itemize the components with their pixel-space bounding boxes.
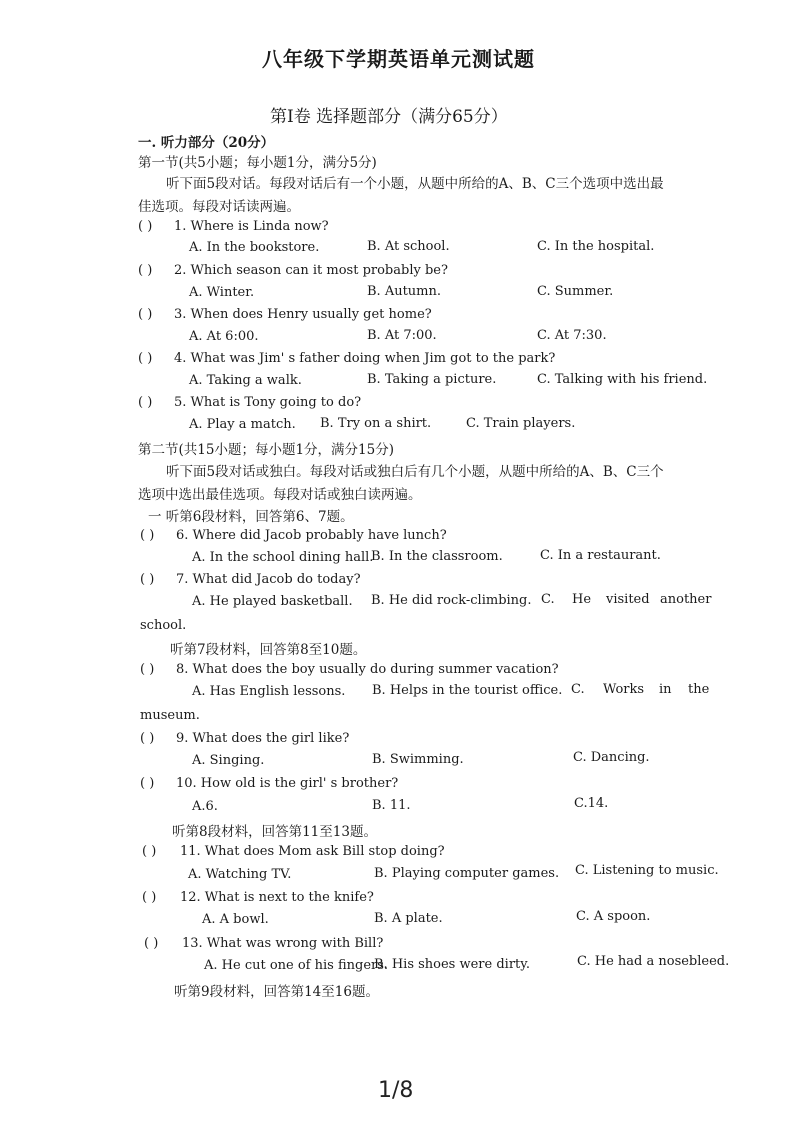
option-a: A. In the school dining hall. xyxy=(192,550,374,565)
question-text: 4. What was Jim' s father doing when Jim got to the park? xyxy=(174,351,556,366)
option-a: A.6. xyxy=(192,799,218,814)
option-b: B. A plate. xyxy=(374,911,443,926)
material-6-note xyxy=(148,505,354,525)
option-a: A. Has English lessons. xyxy=(192,684,346,699)
question-text: 5. What is Tony going to do? xyxy=(174,395,362,410)
section-subtitle: 第Ⅰ卷 选择题部分（满分65分） xyxy=(270,107,508,127)
option-b: B. Autumn. xyxy=(367,284,442,299)
option-b: B. At 7:00. xyxy=(367,328,437,343)
option-b: B. Swimming. xyxy=(372,752,464,767)
question-text: 7. What did Jacob do today? xyxy=(176,572,361,587)
option-c: C. Dancing. xyxy=(573,750,650,765)
option-b: B. Try on a shirt. xyxy=(320,416,432,431)
option-b: B. His shoes were dirty. xyxy=(374,957,531,972)
material-8-note: 听第8段材料，回答第11至13题。 xyxy=(172,824,377,840)
option-c: C. Train players. xyxy=(466,416,576,431)
option-c: C. Listening to music. xyxy=(575,863,719,878)
option-c-word: the xyxy=(688,682,710,697)
bullet-dash: 一 xyxy=(148,509,166,525)
sec2-instruction-line2: 选项中选出最佳选项。每段对话或独白读两遍。 xyxy=(138,487,422,503)
option-c-label: C. xyxy=(541,592,555,607)
question-text: 10. How old is the girl' s brother? xyxy=(176,776,399,791)
answer-blank: ( ) xyxy=(138,395,153,410)
question-text: 2. Which season can it most probably be? xyxy=(174,263,448,278)
page-number: 1/8 xyxy=(378,1078,414,1103)
option-b: B. In the classroom. xyxy=(371,549,503,564)
option-c: C. Summer. xyxy=(537,284,614,299)
option-b: B. Helps in the tourist office. xyxy=(372,683,563,698)
answer-blank: ( ) xyxy=(140,572,155,587)
question-text: 8. What does the boy usually do during summer vacation? xyxy=(176,662,559,677)
exam-title: 八年级下学期英语单元测试题 xyxy=(262,47,535,71)
option-c-continuation: museum. xyxy=(140,708,200,723)
material-7-note: 听第7段材料，回答第8至10题。 xyxy=(170,642,367,658)
option-a: A. At 6:00. xyxy=(189,329,259,344)
sec2-heading: 第二节(共15小题；每小题1分，满分15分) xyxy=(138,442,394,458)
answer-blank: ( ) xyxy=(138,219,153,234)
option-c-word: Works xyxy=(603,682,645,697)
question-text: 12. What is next to the knife? xyxy=(180,890,374,905)
material-9-note: 听第9段材料，回答第14至16题。 xyxy=(174,984,379,1000)
question-text: 13. What was wrong with Bill? xyxy=(182,936,384,951)
option-a: A. Watching TV. xyxy=(188,867,292,882)
option-a: A. Singing. xyxy=(192,753,265,768)
option-b: B. 11. xyxy=(372,798,411,813)
answer-blank: ( ) xyxy=(140,662,155,677)
answer-blank: ( ) xyxy=(138,263,153,278)
answer-blank: ( ) xyxy=(142,844,157,859)
option-c-word: visited xyxy=(606,592,650,607)
sec1-instruction-line1: 听下面5段对话。每段对话后有一个小题，从题中所给的A、B、C三个选项中选出最 xyxy=(166,176,664,192)
answer-blank: ( ) xyxy=(140,731,155,746)
option-c-word: another xyxy=(660,592,712,607)
option-c: C. In a restaurant. xyxy=(540,548,661,563)
material-6-text: 听第6段材料，回答第6、7题。 xyxy=(165,509,354,525)
option-a: A. He played basketball. xyxy=(192,594,353,609)
question-text: 1. Where is Linda now? xyxy=(174,219,329,234)
answer-blank: ( ) xyxy=(144,936,159,951)
sec2-instruction-line1: 听下面5段对话或独白。每段对话或独白后有几个小题，从题中所给的A、B、C三个 xyxy=(166,464,664,480)
option-c: C. In the hospital. xyxy=(537,239,655,254)
question-text: 9. What does the girl like? xyxy=(176,731,350,746)
option-c: C. A spoon. xyxy=(576,909,651,924)
question-text: 6. Where did Jacob probably have lunch? xyxy=(176,528,447,543)
option-c: C. He had a nosebleed. xyxy=(577,954,730,969)
sec1-heading: 第一节(共5小题；每小题1分，满分5分) xyxy=(138,155,377,171)
option-b: B. Playing computer games. xyxy=(374,866,560,881)
option-c: C. At 7:30. xyxy=(537,328,607,343)
option-a: A. Play a match. xyxy=(189,417,296,432)
question-text: 11. What does Mom ask Bill stop doing? xyxy=(180,844,445,859)
question-text: 3. When does Henry usually get home? xyxy=(174,307,432,322)
option-a: A. Taking a walk. xyxy=(189,373,302,388)
option-c: C.14. xyxy=(574,796,609,811)
answer-blank: ( ) xyxy=(140,776,155,791)
option-a: A. Winter. xyxy=(189,285,255,300)
option-b: B. At school. xyxy=(367,239,450,254)
answer-blank: ( ) xyxy=(140,528,155,543)
answer-blank: ( ) xyxy=(138,307,153,322)
sec1-instruction-line2: 佳选项。每段对话读两遍。 xyxy=(138,199,300,215)
option-a: A. He cut one of his fingers. xyxy=(204,958,389,973)
option-a: A. A bowl. xyxy=(202,912,269,927)
answer-blank: ( ) xyxy=(142,890,157,905)
option-c-continuation: school. xyxy=(140,618,187,633)
part1-heading: 一. 听力部分（20分） xyxy=(138,135,275,151)
option-b: B. Taking a picture. xyxy=(367,372,497,387)
option-c: C. Talking with his friend. xyxy=(537,372,708,387)
option-c-label: C. xyxy=(571,682,585,697)
option-b: B. He did rock-climbing. xyxy=(371,593,532,608)
option-c-word: He xyxy=(572,592,592,607)
option-a: A. In the bookstore. xyxy=(189,240,320,255)
option-c-word: in xyxy=(659,682,672,697)
answer-blank: ( ) xyxy=(138,351,153,366)
